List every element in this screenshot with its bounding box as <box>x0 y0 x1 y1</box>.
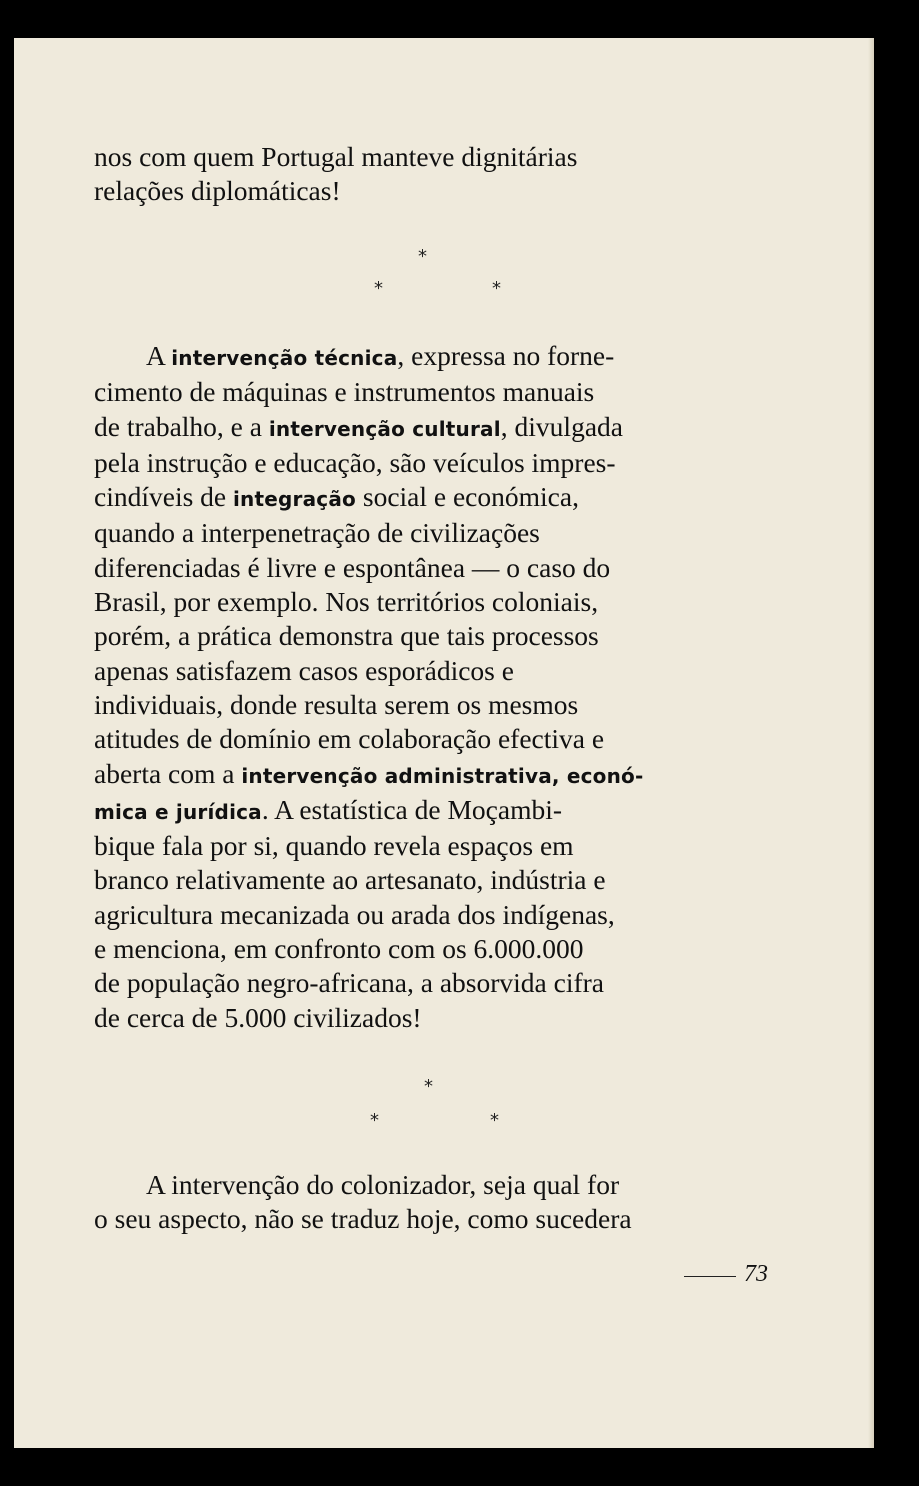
line-text: branco relativamente ao artesanato, indústria e <box>94 864 606 896</box>
text-line <box>94 829 770 863</box>
text-line <box>94 932 770 966</box>
sans-emphasis-text: integração <box>233 487 356 512</box>
top-text <box>94 140 770 209</box>
asterisk: * <box>492 278 501 299</box>
text-line: o seu aspecto, não se traduz hoje, como sucedera <box>94 1203 632 1235</box>
text-line <box>94 585 770 619</box>
asterisk: * <box>490 1110 499 1131</box>
line-text: e menciona, em confronto com os 6.000.000 <box>94 933 584 965</box>
text-line <box>94 551 770 585</box>
line-text: aberta com a <box>94 757 242 789</box>
sans-emphasis-text: mica e jurídica <box>94 799 262 824</box>
text-line: nos com quem Portugal manteve dignitárias <box>94 141 578 172</box>
text-line <box>94 516 770 550</box>
sans-emphasis-text: intervenção cultural <box>268 416 501 441</box>
text-line <box>94 375 770 409</box>
text-line <box>94 757 770 793</box>
text-line <box>94 619 770 653</box>
line-text: Brasil, por exemplo. Nos territórios coloniais, <box>94 586 599 618</box>
asterisk: * <box>418 246 427 267</box>
line-text: , divulgada <box>500 410 623 442</box>
line-text: . A estatística de Moçambi- <box>261 793 563 825</box>
text-line <box>94 863 770 897</box>
line-text: quando a interpenetração de civilizações <box>94 517 540 549</box>
text-line <box>94 688 770 722</box>
text-line <box>94 339 770 375</box>
line-text: agricultura mecanizada ou arada dos indígenas, <box>94 898 615 930</box>
line-text: cindíveis de <box>94 481 233 513</box>
text-line <box>94 1001 770 1035</box>
line-text: de trabalho, e a <box>94 410 269 442</box>
line-text: individuais, donde resulta serem os mesmos <box>94 688 579 720</box>
line-text: porém, a prática demonstra que tais processos <box>94 620 599 652</box>
text-line: relações diplomáticas! <box>94 175 341 207</box>
page-edge <box>868 38 874 1448</box>
text-line <box>94 480 770 516</box>
line-text: , expressa no forne- <box>397 340 615 371</box>
paragraph <box>94 339 770 1035</box>
line-text: atitudes de domínio em colaboração efectiva e <box>94 723 605 755</box>
text-line <box>94 966 770 1000</box>
line-text: apenas satisfazem casos esporádicos e <box>94 654 514 686</box>
asterisk: * <box>424 1076 433 1097</box>
text-line <box>94 410 770 446</box>
line-text: A <box>146 340 172 371</box>
line-text: bique fala por si, quando revela espaços em <box>94 830 574 862</box>
text-line <box>94 898 770 932</box>
bottom-text <box>94 1168 770 1237</box>
line-text: de população negro-africana, a absorvida cifra <box>94 967 604 999</box>
book-page <box>14 38 874 1448</box>
line-text: social e económica, <box>356 481 579 513</box>
text-line <box>94 793 770 829</box>
text-line: A intervenção do colonizador, seja qual for <box>146 1169 620 1200</box>
line-text: pela instrução e educação, são veículos impres- <box>94 446 616 478</box>
asterisk: * <box>370 1110 379 1131</box>
line-text: cimento de máquinas e instrumentos manuais <box>94 376 595 408</box>
text-line <box>94 722 770 756</box>
asterisk: * <box>374 278 383 299</box>
page-number: 73 <box>744 1261 768 1287</box>
sans-emphasis-text: intervenção técnica <box>171 346 398 370</box>
line-text: diferenciadas é livre e espontânea — o caso do <box>94 551 611 583</box>
page-number-rule <box>684 1276 736 1277</box>
line-text: de cerca de 5.000 civilizados! <box>94 1001 422 1033</box>
text-line <box>94 446 770 480</box>
sans-emphasis-text: intervenção administrativa, econó- <box>241 763 644 788</box>
text-line <box>94 654 770 688</box>
